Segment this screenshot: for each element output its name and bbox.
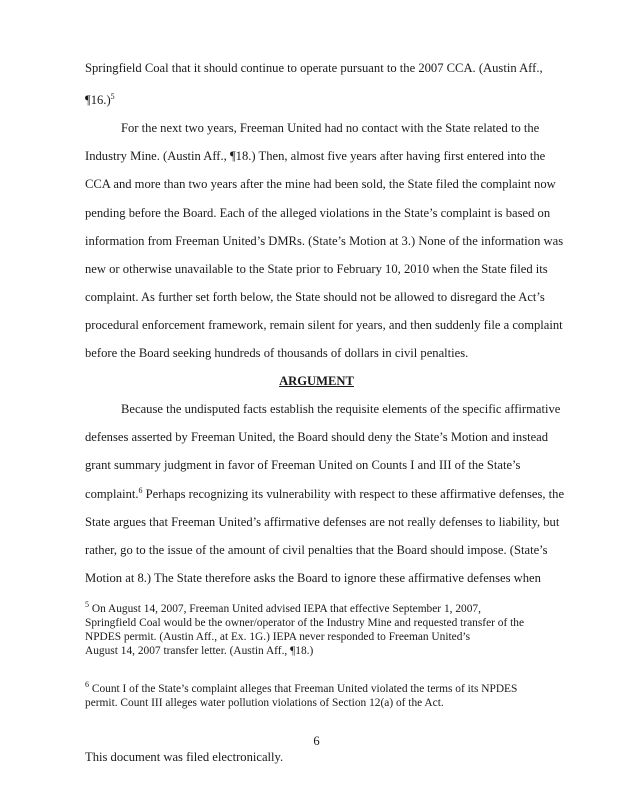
- body-line: Industry Mine. (Austin Aff., ¶18.) Then, almost five years after having first entered into the: [85, 149, 546, 163]
- footnote-line: NPDES permit. (Austin Aff., at Ex. 1G.) IEPA never responded to Freeman United’s: [85, 631, 471, 643]
- body-line: [85, 485, 565, 502]
- footnote-line: [85, 682, 565, 696]
- body-line: Springfield Coal that it should continue to operate pursuant to the 2007 CCA. (Austin Aff.,: [85, 61, 543, 75]
- footnote-line: Springfield Coal would be the owner/operator of the Industry Mine and requested transfer of the: [85, 617, 525, 629]
- footnote-ref: 6: [138, 485, 143, 495]
- body-line: Because the undisputed facts establish the requisite elements of the specific affirmative: [121, 402, 561, 416]
- footnote-mark: 6: [85, 680, 89, 690]
- body-line: information from Freeman United’s DMRs. (State’s Motion at 3.) None of the information was: [85, 234, 564, 248]
- filed-notice: This document was filed electronically.: [85, 750, 284, 764]
- body-line: new or otherwise unavailable to the State prior to February 10, 2010 when the State filed its: [85, 262, 548, 276]
- body-line: State argues that Freeman United’s affirmative defenses are not really defenses to liability, but: [85, 515, 560, 529]
- footnote-ref: 5: [110, 91, 115, 101]
- footnote-line: permit. Count III alleges water pollution violations of Section 12(a) of the Act.: [85, 697, 444, 709]
- body-line: For the next two years, Freeman United had no contact with the State related to the: [121, 121, 540, 135]
- footnote-line: August 14, 2007 transfer letter. (Austin Aff., ¶18.): [85, 645, 314, 657]
- body-line: complaint. As further set forth below, the State should not be allowed to disregard the Act’s: [85, 290, 545, 304]
- body-line: rather, go to the issue of the amount of civil penalties that the Board should impose. (State’s: [85, 543, 548, 557]
- footnote-6: [85, 682, 565, 710]
- footnote-line: [85, 602, 565, 616]
- body-line: CCA and more than two years after the mine had been sold, the State filed the complaint now: [85, 177, 556, 191]
- section-heading: ARGUMENT: [279, 374, 354, 388]
- body-line: [85, 92, 555, 108]
- footnote-mark: 5: [85, 600, 89, 610]
- body-line: before the Board seeking hundreds of thousands of dollars in civil penalties.: [85, 346, 469, 360]
- page-number: 6: [313, 734, 320, 748]
- footnote-5: [85, 602, 565, 658]
- footnote-text: Count I of the State’s complaint alleges that Freeman United violated the terms of its NPDES: [89, 683, 518, 695]
- body-line: Motion at 8.) The State therefore asks the Board to ignore these affirmative defenses when: [85, 571, 541, 585]
- body-text: Perhaps recognizing its vulnerability with respect to these affirmative defenses, the: [142, 487, 565, 501]
- body-line: grant summary judgment in favor of Freeman United on Counts I and III of the State’s: [85, 458, 521, 472]
- body-line: defenses asserted by Freeman United, the Board should deny the State’s Motion and instead: [85, 430, 549, 444]
- body-text: ¶16.): [85, 93, 111, 107]
- body-text: complaint.: [85, 487, 139, 501]
- body-line: pending before the Board. Each of the alleged violations in the State’s complaint is based on: [85, 206, 551, 220]
- footnote-text: On August 14, 2007, Freeman United advised IEPA that effective September 1, 2007,: [89, 603, 481, 615]
- body-line: procedural enforcement framework, remain silent for years, and then suddenly file a complaint: [85, 318, 563, 332]
